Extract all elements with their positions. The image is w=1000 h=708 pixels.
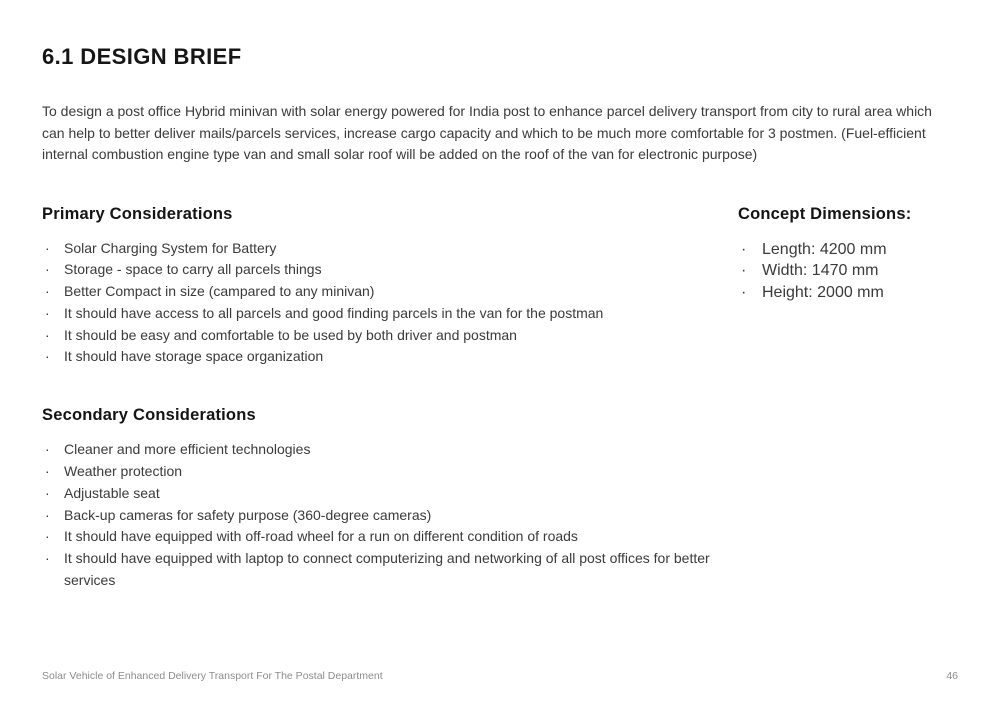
- list-item: [42, 346, 710, 368]
- concept-dimensions-list: [738, 239, 958, 304]
- primary-considerations-heading: Primary Considerations: [42, 204, 233, 223]
- intro-paragraph: To design a post office Hybrid minivan with solar energy powered for India post to enhance parcel delivery transport from city to rural area which can help to better deliver mails/parcels services, increase cargo capacity and which to be much more comfortable for 3 postmen. (Fuel-efficient internal combustion engine type van and small solar roof will be added on the roof of the van for electronic purpose): [42, 103, 932, 162]
- secondary-considerations-list: [42, 439, 710, 592]
- bullet-icon: ·: [741, 262, 747, 280]
- list-item: [42, 526, 710, 548]
- list-item-text: Adjustable seat: [64, 484, 160, 501]
- list-item-text: Back-up cameras for safety purpose (360-degree cameras): [64, 506, 432, 523]
- bullet-icon: ·: [741, 240, 747, 258]
- bullet-icon: ·: [45, 348, 50, 365]
- list-item-text: Weather protection: [64, 463, 183, 480]
- footer-document-title: Solar Vehicle of Enhanced Delivery Transport For The Postal Department: [42, 670, 383, 682]
- list-item-text: Cleaner and more efficient technologies: [64, 441, 311, 458]
- list-item-text: It should have equipped with laptop to connect computerizing and networking of all post offices for better services: [64, 550, 710, 589]
- secondary-considerations-heading: Secondary Considerations: [42, 406, 256, 425]
- list-item: [42, 483, 710, 505]
- list-item-text: Better Compact in size (campared to any minivan): [64, 283, 375, 300]
- list-item: [42, 238, 710, 260]
- list-item: [42, 461, 710, 483]
- two-column-area: [42, 205, 958, 592]
- list-item: [42, 548, 710, 592]
- bullet-icon: ·: [741, 283, 747, 301]
- primary-considerations-section: [42, 205, 710, 369]
- bullet-icon: ·: [45, 463, 50, 480]
- list-item-text: It should be easy and comfortable to be used by both driver and postman: [64, 326, 517, 343]
- page-title: 6.1 DESIGN BRIEF: [42, 44, 242, 69]
- list-item: [42, 325, 710, 347]
- list-item: [42, 439, 710, 461]
- list-item-text: It should have equipped with off-road wheel for a run on different condition of roads: [64, 528, 578, 545]
- concept-dimensions-heading: Concept Dimensions:: [738, 204, 912, 223]
- footer-page-number: 46: [946, 670, 958, 682]
- list-item-text: Storage - space to carry all parcels things: [64, 261, 322, 278]
- bullet-icon: ·: [45, 550, 50, 567]
- bullet-icon: ·: [45, 528, 50, 545]
- list-item: [738, 239, 958, 261]
- bullet-icon: ·: [45, 304, 50, 321]
- list-item: [42, 303, 710, 325]
- bullet-icon: ·: [45, 239, 50, 256]
- list-item: [738, 260, 958, 282]
- list-item-text: Solar Charging System for Battery: [64, 239, 277, 256]
- dimension-length: Length: 4200 mm: [762, 240, 887, 258]
- secondary-considerations-section: [42, 406, 710, 592]
- considerations-column: [42, 205, 710, 592]
- bullet-icon: ·: [45, 506, 50, 523]
- dimension-width: Width: 1470 mm: [762, 262, 879, 280]
- primary-considerations-list: [42, 238, 710, 369]
- list-item: [42, 281, 710, 303]
- bullet-icon: ·: [45, 441, 50, 458]
- list-item: [42, 505, 710, 527]
- list-item: [738, 282, 958, 304]
- list-item-text: It should have storage space organization: [64, 348, 324, 365]
- page-footer: [42, 670, 958, 682]
- bullet-icon: ·: [45, 484, 50, 501]
- dimension-height: Height: 2000 mm: [762, 283, 884, 301]
- list-item: [42, 259, 710, 281]
- bullet-icon: ·: [45, 326, 50, 343]
- bullet-icon: ·: [45, 283, 50, 300]
- bullet-icon: ·: [45, 261, 50, 278]
- list-item-text: It should have access to all parcels and good finding parcels in the van for the postman: [64, 304, 604, 321]
- concept-dimensions-column: [738, 205, 958, 592]
